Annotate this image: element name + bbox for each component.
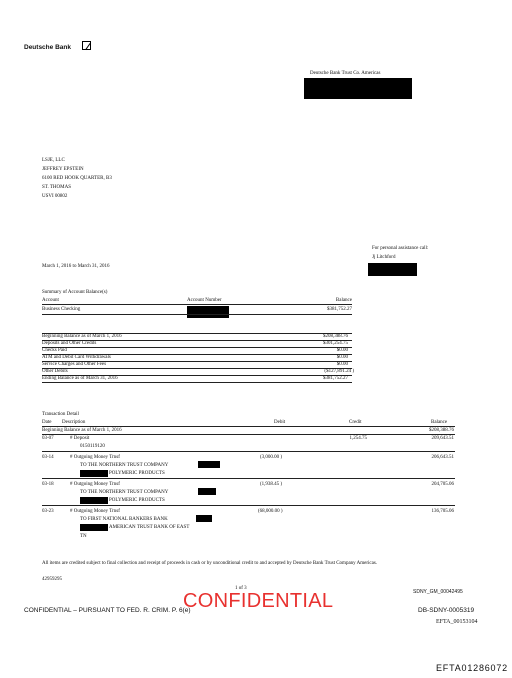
tx-col-date: Date	[42, 420, 52, 425]
efta-page-id: EFTA01286072	[436, 663, 508, 673]
address-line: 6100 RED HOOK QUARTER, B3	[42, 176, 112, 181]
detail-value: $301,254.75	[323, 341, 348, 346]
tx-desc-line: TO THE NORTHERN TRUST COMPANY	[80, 490, 169, 495]
address-line: USVI 00802	[42, 194, 68, 199]
disclaimer: All items are credited subject to final collection and receipt of proceeds in cash or by unconditional credit to and accepted by Deutsche Bank Trust Company Americas.	[42, 561, 378, 566]
tx-date: 03-23	[42, 509, 54, 514]
tx-date: 03-07	[42, 436, 54, 441]
detail-value: $381,752.27	[323, 376, 348, 381]
detail-label: Deposits and Other Credits	[42, 341, 97, 346]
redaction	[304, 78, 412, 99]
tx-col-credit: Credit	[349, 420, 362, 425]
tx-desc-line: TO THE NORTHERN TRUST COMPANY	[80, 463, 169, 468]
tx-desc-line: # Deposit	[70, 436, 90, 441]
efta-small-number: EFTA_00153104	[436, 619, 478, 625]
summary-account-name: Business Checking	[42, 307, 81, 312]
detail-value: ($127,891.24 )	[324, 369, 354, 374]
tx-balance: 136,705.06	[431, 509, 454, 514]
detail-label: Other Debits	[42, 369, 68, 374]
tx-desc-line: 0150119120	[80, 444, 105, 449]
tx-beginning-label: Beginning Balance as of March 1, 2016	[42, 428, 122, 433]
summary-col-account: Account	[42, 298, 59, 303]
detail-value: $208,388.76	[323, 334, 348, 339]
bank-logo-text: Deutsche Bank	[24, 44, 71, 51]
tx-col-description: Description	[62, 420, 86, 425]
tx-col-balance: Balance	[431, 420, 448, 425]
redaction	[80, 524, 108, 531]
address-line: JEFFREY EPSTEIN	[42, 167, 84, 172]
redaction	[198, 461, 220, 468]
detail-label: Service Charges and Other Fees	[42, 362, 107, 367]
tx-desc-line: # Outgoing Money Trnsf	[70, 482, 120, 487]
sdny-gm-number: SDNY_GM_00042495	[413, 589, 463, 595]
document-number: 42959295	[42, 577, 62, 582]
tx-date: 03-18	[42, 482, 54, 487]
confidential-stamp: CONFIDENTIAL	[183, 590, 334, 612]
address-line: LSJE, LLC	[42, 158, 65, 163]
tx-desc-line: AMERICAN TRUST BANK OF EAST	[109, 525, 190, 530]
summary-account-balance: $381,752.27	[327, 307, 352, 312]
detail-label: Beginning Balance as of March 1, 2016	[42, 334, 122, 339]
tx-desc-line: # Outgoing Money Trnsf	[70, 509, 120, 514]
summary-title: Summary of Account Balance(s)	[42, 290, 108, 295]
tx-desc-line: POLYMERIC PRODUCTS	[109, 471, 165, 476]
bank-logo-icon	[82, 41, 91, 50]
assistance-label: For personal assistance call:	[372, 246, 429, 251]
tx-balance: 206,643.51	[431, 455, 454, 460]
address-line: ST. THOMAS	[42, 185, 71, 190]
redaction	[198, 488, 216, 495]
summary-col-number: Account Number	[187, 298, 222, 303]
statement-period: March 1, 2016 to March 31, 2016	[42, 264, 110, 269]
tx-desc-line: # Outgoing Money Trnsf	[70, 455, 120, 460]
tx-credit: 1,254.75	[349, 436, 367, 441]
detail-label: Checks Paid	[42, 348, 67, 353]
bank-name-header: Deutsche Bank Trust Co. Americas	[310, 71, 381, 76]
tx-desc-line: TN	[80, 534, 87, 539]
redaction	[80, 470, 108, 477]
redaction	[80, 497, 108, 504]
assistance-name: Jj Litchford	[372, 255, 396, 260]
page-number: 1 of 3	[235, 586, 247, 591]
tx-debit: (1,938.45 )	[260, 482, 283, 487]
detail-value: $0.00	[336, 362, 348, 367]
redaction	[196, 515, 212, 522]
transaction-title: Transaction Detail	[42, 412, 79, 417]
tx-debit: (3,000.00 )	[260, 455, 283, 460]
detail-value: $0.00	[336, 348, 348, 353]
tx-balance: 204,705.06	[431, 482, 454, 487]
footer-bates-number: DB-SDNY-0005319	[418, 607, 475, 614]
tx-balance: 209,643.51	[431, 436, 454, 441]
tx-col-debit: Debit	[274, 420, 286, 425]
detail-label: Ending Balance as of March 31, 2016	[42, 376, 118, 381]
summary-col-balance: Balance	[335, 298, 352, 303]
detail-label: ATM and Debit Card Withdrawals	[42, 355, 111, 360]
tx-date: 03-14	[42, 455, 54, 460]
tx-desc-line: TO FIRST NATIONAL BANKERS BANK	[80, 517, 168, 522]
redaction	[187, 306, 229, 318]
tx-beginning-balance: $208,388.76	[429, 428, 454, 433]
redaction	[368, 263, 417, 276]
footer-confidential-notice: CONFIDENTIAL – PURSUANT TO FED. R. CRIM. P. 6(e)	[24, 607, 191, 614]
tx-debit: (68,000.00 )	[258, 509, 283, 514]
detail-value: $0.00	[336, 355, 348, 360]
tx-desc-line: POLYMERIC PRODUCTS	[109, 498, 165, 503]
